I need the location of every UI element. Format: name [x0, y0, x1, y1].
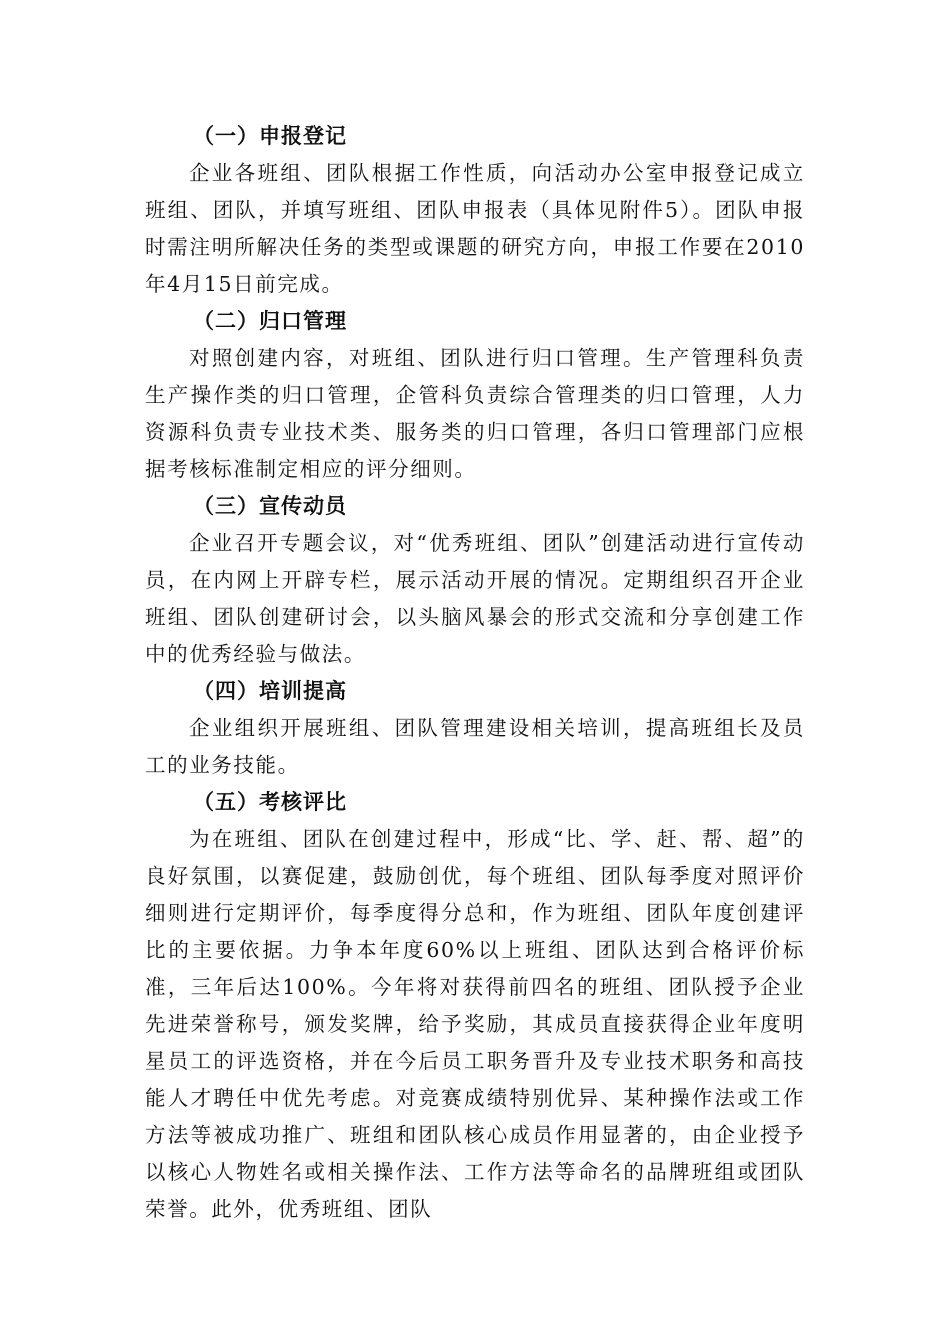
section-heading-5: （五）考核评比: [193, 790, 347, 814]
section-heading-1: （一）申报登记: [193, 124, 347, 148]
section-heading-3: （三）宣传动员: [193, 494, 347, 518]
section-heading-4: （四）培训提高: [193, 679, 347, 703]
section-paragraph-5: 为在班组、团队在创建过程中，形成“比、学、赶、帮、超”的良好氛围，以赛促建，鼓励创优，每个班组、团队每季度对照评价细则进行定期评价，每季度得分总和，作为班组、团队年度创建评比的主要依据。力争本年度60%以上班组、团队达到合格评价标准，三年后达100%。今年将对获得前四名的班组、团队授予企业先进荣誉称号，颁发奖牌，给予奖励，其成员直接获得企业年度明星员工的评选资格，并在今后员工职务晋升及专业技术职务和高技能人才聘任中优先考虑。对竞赛成绩特别优异、某种操作法或工作方法等被成功推广、班组和团队核心成员作用显著的，由企业授予以核心人物姓名或相关操作法、工作方法等命名的品牌班组或团队荣誉。此外，优秀班组、团队: [145, 827, 805, 1221]
section-paragraph-1: 企业各班组、团队根据工作性质，向活动办公室申报登记成立班组、团队，并填写班组、团队申报表（具体见附件5）。团队申报时需注明所解决任务的类型或课题的研究方向，申报工作要在2010年4月15日前完成。: [145, 161, 805, 296]
section-paragraph-4: 企业组织开展班组、团队管理建设相关培训，提高班组长及员工的业务技能。: [145, 716, 805, 777]
document-page: [145, 118, 805, 1228]
section-paragraph-3: 企业召开专题会议，对“优秀班组、团队”创建活动进行宣传动员，在内网上开辟专栏，展示活动开展的情况。定期组织召开企业班组、团队创建研讨会，以头脑风暴会的形式交流和分享创建工作中的优秀经验与做法。: [145, 531, 805, 666]
section-heading-2: （二）归口管理: [193, 309, 347, 333]
section-paragraph-2: 对照创建内容，对班组、团队进行归口管理。生产管理科负责生产操作类的归口管理，企管科负责综合管理类的归口管理，人力资源科负责专业技术类、服务类的归口管理，各归口管理部门应根据考核标准制定相应的评分细则。: [145, 346, 805, 481]
